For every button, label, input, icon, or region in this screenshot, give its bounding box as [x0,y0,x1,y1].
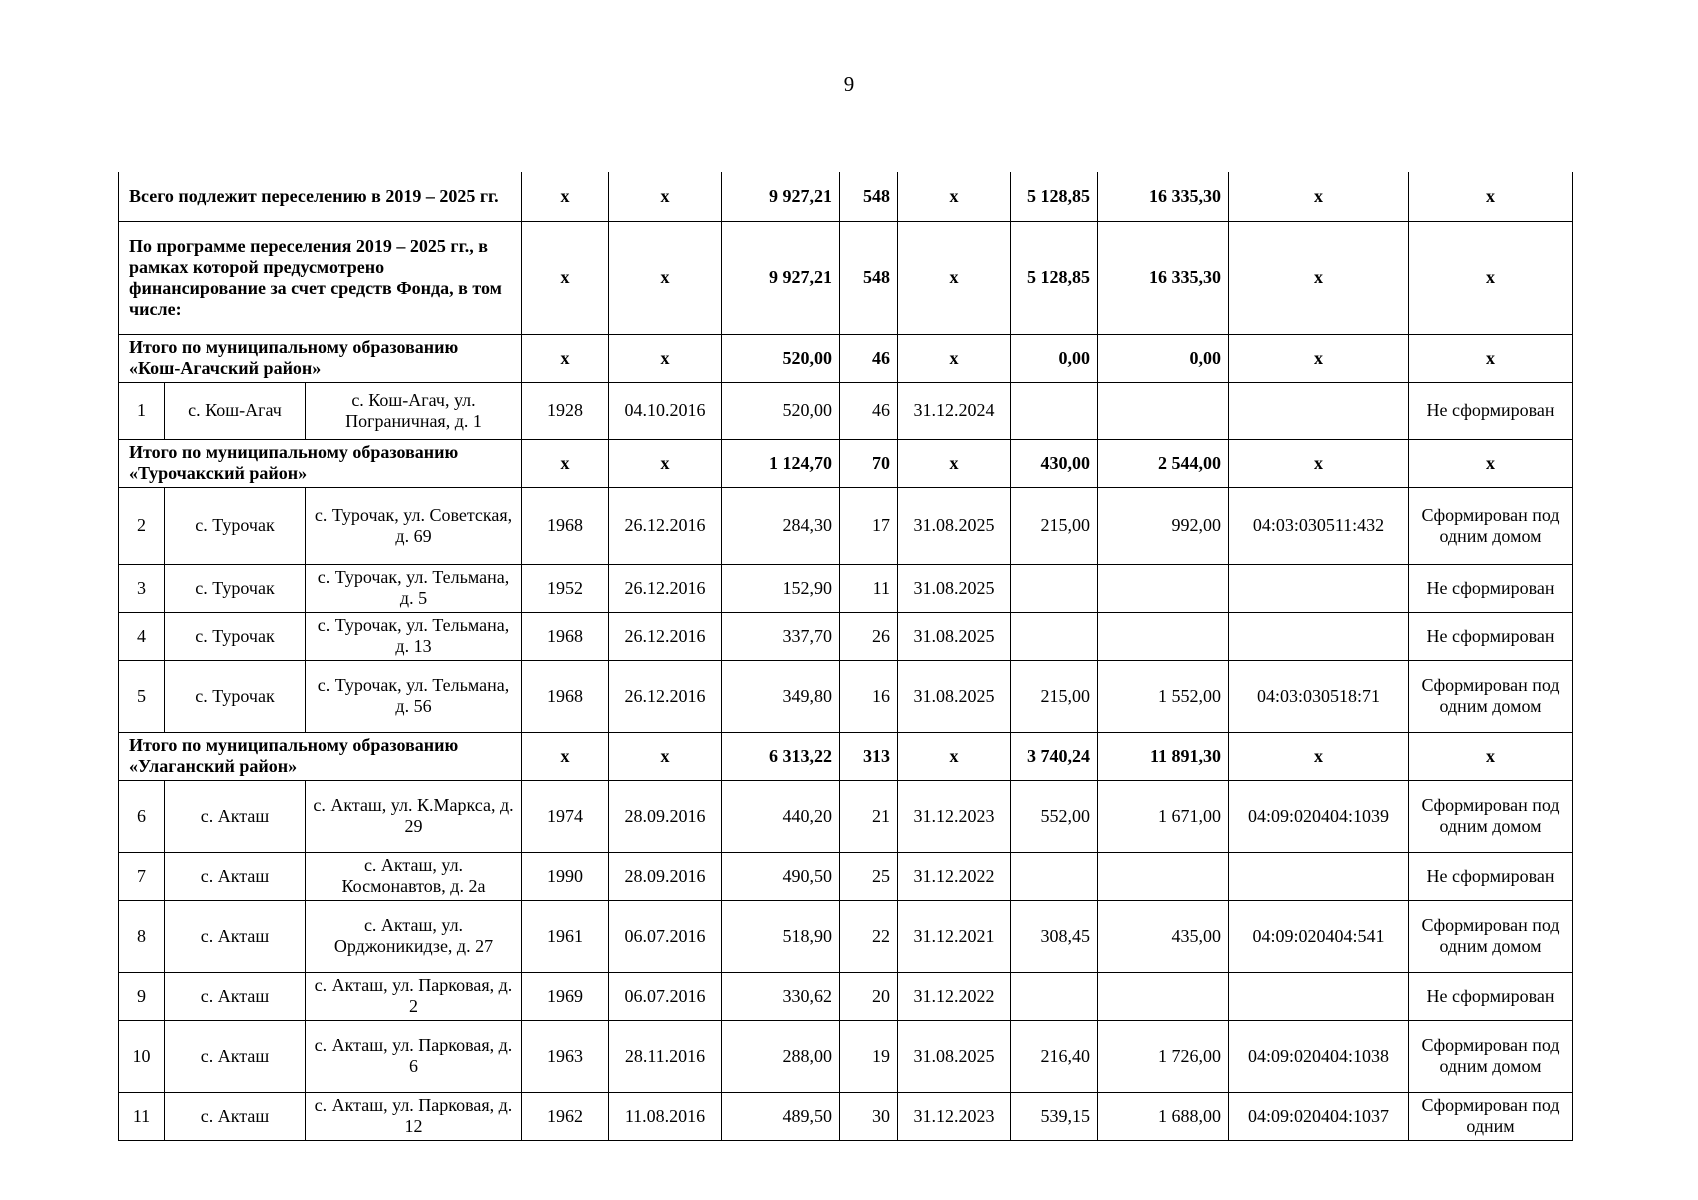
settlement-cell: с. Акташ [165,900,306,972]
date-cell: 06.07.2016 [609,972,722,1020]
date-cell: 28.09.2016 [609,780,722,852]
settlement-cell: с. Акташ [165,1092,306,1140]
cadastre-cell [1229,972,1409,1020]
table-row [119,1092,1573,1140]
year-cell: 1963 [522,1020,609,1092]
cadastre-cell [1229,382,1409,439]
resettlement-table [118,172,1573,1141]
table-row [119,382,1573,439]
year-cell: 1990 [522,852,609,900]
end-date-cell: 31.08.2025 [898,660,1011,732]
end-date-cell: 31.12.2024 [898,382,1011,439]
land-cell: 435,00 [1098,900,1229,972]
settlement-cell: с. Акташ [165,1020,306,1092]
address-cell: с. Турочак, ул. Тельмана, д. 13 [306,612,522,660]
people-cell: 26 [840,612,898,660]
cadastre-cell [1229,612,1409,660]
end-date-cell: 31.08.2025 [898,1020,1011,1092]
settlement-cell: с. Акташ [165,852,306,900]
status-cell: x [1409,732,1573,780]
grand-total-row [119,172,1573,221]
people-cell: 22 [840,900,898,972]
end-date-cell: 31.12.2021 [898,900,1011,972]
area-cell: 518,90 [722,900,840,972]
cadastre-cell: 04:09:020404:1038 [1229,1020,1409,1092]
year-cell: x [522,172,609,221]
date-cell: 11.08.2016 [609,1092,722,1140]
cadastre-cell: x [1229,172,1409,221]
year-cell: 1974 [522,780,609,852]
year-cell: 1962 [522,1092,609,1140]
area-cell: 490,50 [722,852,840,900]
land-cell: 16 335,30 [1098,172,1229,221]
year-cell: x [522,334,609,382]
people-cell: 46 [840,334,898,382]
cadastre-cell: 04:09:020404:1039 [1229,780,1409,852]
area2-cell: 5 128,85 [1011,172,1098,221]
date-cell: x [609,732,722,780]
area2-cell: 5 128,85 [1011,221,1098,334]
year-cell: 1961 [522,900,609,972]
address-cell: с. Акташ, ул. Парковая, д. 12 [306,1092,522,1140]
area-cell: 152,90 [722,564,840,612]
people-cell: 16 [840,660,898,732]
cadastre-cell: x [1229,732,1409,780]
people-cell: 17 [840,487,898,564]
area-cell: 349,80 [722,660,840,732]
end-date-cell: 31.08.2025 [898,612,1011,660]
land-cell: 2 544,00 [1098,439,1229,487]
row-number: 4 [119,612,165,660]
settlement-cell: с. Кош-Агач [165,382,306,439]
date-cell: x [609,172,722,221]
address-cell: с. Турочак, ул. Тельмана, д. 56 [306,660,522,732]
land-cell [1098,564,1229,612]
area-cell: 520,00 [722,334,840,382]
turochak-total-row [119,439,1573,487]
status-cell: Сформирован под одним домом [1409,1020,1573,1092]
date-cell: 28.11.2016 [609,1020,722,1092]
table-row [119,564,1573,612]
land-cell: 1 688,00 [1098,1092,1229,1140]
area-cell: 330,62 [722,972,840,1020]
date-cell: 04.10.2016 [609,382,722,439]
year-cell: 1968 [522,487,609,564]
people-cell: 25 [840,852,898,900]
date-cell: 06.07.2016 [609,900,722,972]
address-cell: с. Турочак, ул. Тельмана, д. 5 [306,564,522,612]
year-cell: x [522,732,609,780]
area-cell: 520,00 [722,382,840,439]
end-date-cell: x [898,732,1011,780]
status-cell: Сформирован под одним домом [1409,660,1573,732]
row-number: 11 [119,1092,165,1140]
row-label: Всего подлежит переселению в 2019 – 2025 гг. [119,172,522,221]
address-cell: с. Акташ, ул. К.Маркса, д. 29 [306,780,522,852]
year-cell: 1928 [522,382,609,439]
area2-cell: 3 740,24 [1011,732,1098,780]
row-number: 7 [119,852,165,900]
area-cell: 288,00 [722,1020,840,1092]
address-cell: с. Турочак, ул. Советская, д. 69 [306,487,522,564]
row-number: 5 [119,660,165,732]
area-cell: 1 124,70 [722,439,840,487]
status-cell: Сформирован под одним [1409,1092,1573,1140]
year-cell: 1952 [522,564,609,612]
land-cell [1098,972,1229,1020]
date-cell: 26.12.2016 [609,612,722,660]
settlement-cell: с. Турочак [165,564,306,612]
date-cell: 26.12.2016 [609,564,722,612]
land-cell: 1 671,00 [1098,780,1229,852]
end-date-cell: x [898,172,1011,221]
people-cell: 20 [840,972,898,1020]
land-cell: 1 552,00 [1098,660,1229,732]
date-cell: x [609,221,722,334]
settlement-cell: с. Турочак [165,660,306,732]
status-cell: Не сформирован [1409,972,1573,1020]
status-cell: Сформирован под одним домом [1409,900,1573,972]
table-row [119,900,1573,972]
land-cell: 16 335,30 [1098,221,1229,334]
status-cell: Сформирован под одним домом [1409,780,1573,852]
area2-cell: 430,00 [1011,439,1098,487]
area2-cell: 552,00 [1011,780,1098,852]
row-label: По программе переселения 2019 – 2025 гг., в рамках которой предусмотрено финансирование за счет средств Фонда, в том числе: [119,221,522,334]
cadastre-cell [1229,564,1409,612]
table-row [119,612,1573,660]
people-cell: 548 [840,172,898,221]
row-number: 3 [119,564,165,612]
area-cell: 489,50 [722,1092,840,1140]
area2-cell [1011,612,1098,660]
end-date-cell: 31.12.2022 [898,972,1011,1020]
address-cell: с. Кош-Агач, ул. Пограничная, д. 1 [306,382,522,439]
year-cell: x [522,439,609,487]
area-cell: 440,20 [722,780,840,852]
row-label: Итого по муниципальному образованию «Улаганский район» [119,732,522,780]
area2-cell: 215,00 [1011,660,1098,732]
end-date-cell: 31.08.2025 [898,487,1011,564]
area2-cell [1011,382,1098,439]
date-cell: 26.12.2016 [609,660,722,732]
address-cell: с. Акташ, ул. Космонавтов, д. 2а [306,852,522,900]
cadastre-cell [1229,852,1409,900]
settlement-cell: с. Акташ [165,972,306,1020]
land-cell: 1 726,00 [1098,1020,1229,1092]
end-date-cell: 31.12.2023 [898,780,1011,852]
people-cell: 70 [840,439,898,487]
people-cell: 11 [840,564,898,612]
cadastre-cell: 04:09:020404:541 [1229,900,1409,972]
cadastre-cell: 04:09:020404:1037 [1229,1092,1409,1140]
status-cell: Не сформирован [1409,564,1573,612]
status-cell: Не сформирован [1409,612,1573,660]
status-cell: Не сформирован [1409,382,1573,439]
end-date-cell: 31.12.2022 [898,852,1011,900]
cadastre-cell: x [1229,221,1409,334]
row-number: 9 [119,972,165,1020]
year-cell: 1968 [522,612,609,660]
page-number: 9 [843,72,855,96]
status-cell: x [1409,439,1573,487]
address-cell: с. Акташ, ул. Парковая, д. 6 [306,1020,522,1092]
program-total-row [119,221,1573,334]
land-cell: 11 891,30 [1098,732,1229,780]
row-number: 1 [119,382,165,439]
row-number: 10 [119,1020,165,1092]
end-date-cell: 31.08.2025 [898,564,1011,612]
people-cell: 548 [840,221,898,334]
area-cell: 284,30 [722,487,840,564]
people-cell: 46 [840,382,898,439]
area2-cell [1011,564,1098,612]
year-cell: 1969 [522,972,609,1020]
row-number: 2 [119,487,165,564]
settlement-cell: с. Турочак [165,612,306,660]
end-date-cell: x [898,439,1011,487]
area2-cell: 216,40 [1011,1020,1098,1092]
area-cell: 337,70 [722,612,840,660]
status-cell: x [1409,221,1573,334]
row-label: Итого по муниципальному образованию «Турочакский район» [119,439,522,487]
table-row [119,852,1573,900]
area-cell: 6 313,22 [722,732,840,780]
date-cell: x [609,439,722,487]
settlement-cell: с. Акташ [165,780,306,852]
status-cell: Сформирован под одним домом [1409,487,1573,564]
row-label: Итого по муниципальному образованию «Кош-Агачский район» [119,334,522,382]
status-cell: Не сформирован [1409,852,1573,900]
area2-cell: 0,00 [1011,334,1098,382]
table-row [119,660,1573,732]
settlement-cell: с. Турочак [165,487,306,564]
people-cell: 30 [840,1092,898,1140]
area-cell: 9 927,21 [722,172,840,221]
table-row [119,972,1573,1020]
table-row [119,487,1573,564]
area2-cell [1011,972,1098,1020]
land-cell [1098,852,1229,900]
area2-cell [1011,852,1098,900]
area2-cell: 308,45 [1011,900,1098,972]
end-date-cell: 31.12.2023 [898,1092,1011,1140]
area2-cell: 215,00 [1011,487,1098,564]
area-cell: 9 927,21 [722,221,840,334]
address-cell: с. Акташ, ул. Парковая, д. 2 [306,972,522,1020]
people-cell: 19 [840,1020,898,1092]
status-cell: x [1409,172,1573,221]
date-cell: 28.09.2016 [609,852,722,900]
status-cell: x [1409,334,1573,382]
end-date-cell: x [898,334,1011,382]
year-cell: x [522,221,609,334]
table-row [119,1020,1573,1092]
area2-cell: 539,15 [1011,1092,1098,1140]
cadastre-cell: x [1229,439,1409,487]
cadastre-cell: 04:03:030518:71 [1229,660,1409,732]
people-cell: 21 [840,780,898,852]
land-cell [1098,612,1229,660]
ulagan-total-row [119,732,1573,780]
row-number: 8 [119,900,165,972]
cadastre-cell: x [1229,334,1409,382]
kosh-agach-total-row [119,334,1573,382]
cadastre-cell: 04:03:030511:432 [1229,487,1409,564]
table-row [119,780,1573,852]
date-cell: 26.12.2016 [609,487,722,564]
people-cell: 313 [840,732,898,780]
date-cell: x [609,334,722,382]
land-cell: 992,00 [1098,487,1229,564]
address-cell: с. Акташ, ул. Орджоникидзе, д. 27 [306,900,522,972]
end-date-cell: x [898,221,1011,334]
year-cell: 1968 [522,660,609,732]
land-cell: 0,00 [1098,334,1229,382]
land-cell [1098,382,1229,439]
row-number: 6 [119,780,165,852]
